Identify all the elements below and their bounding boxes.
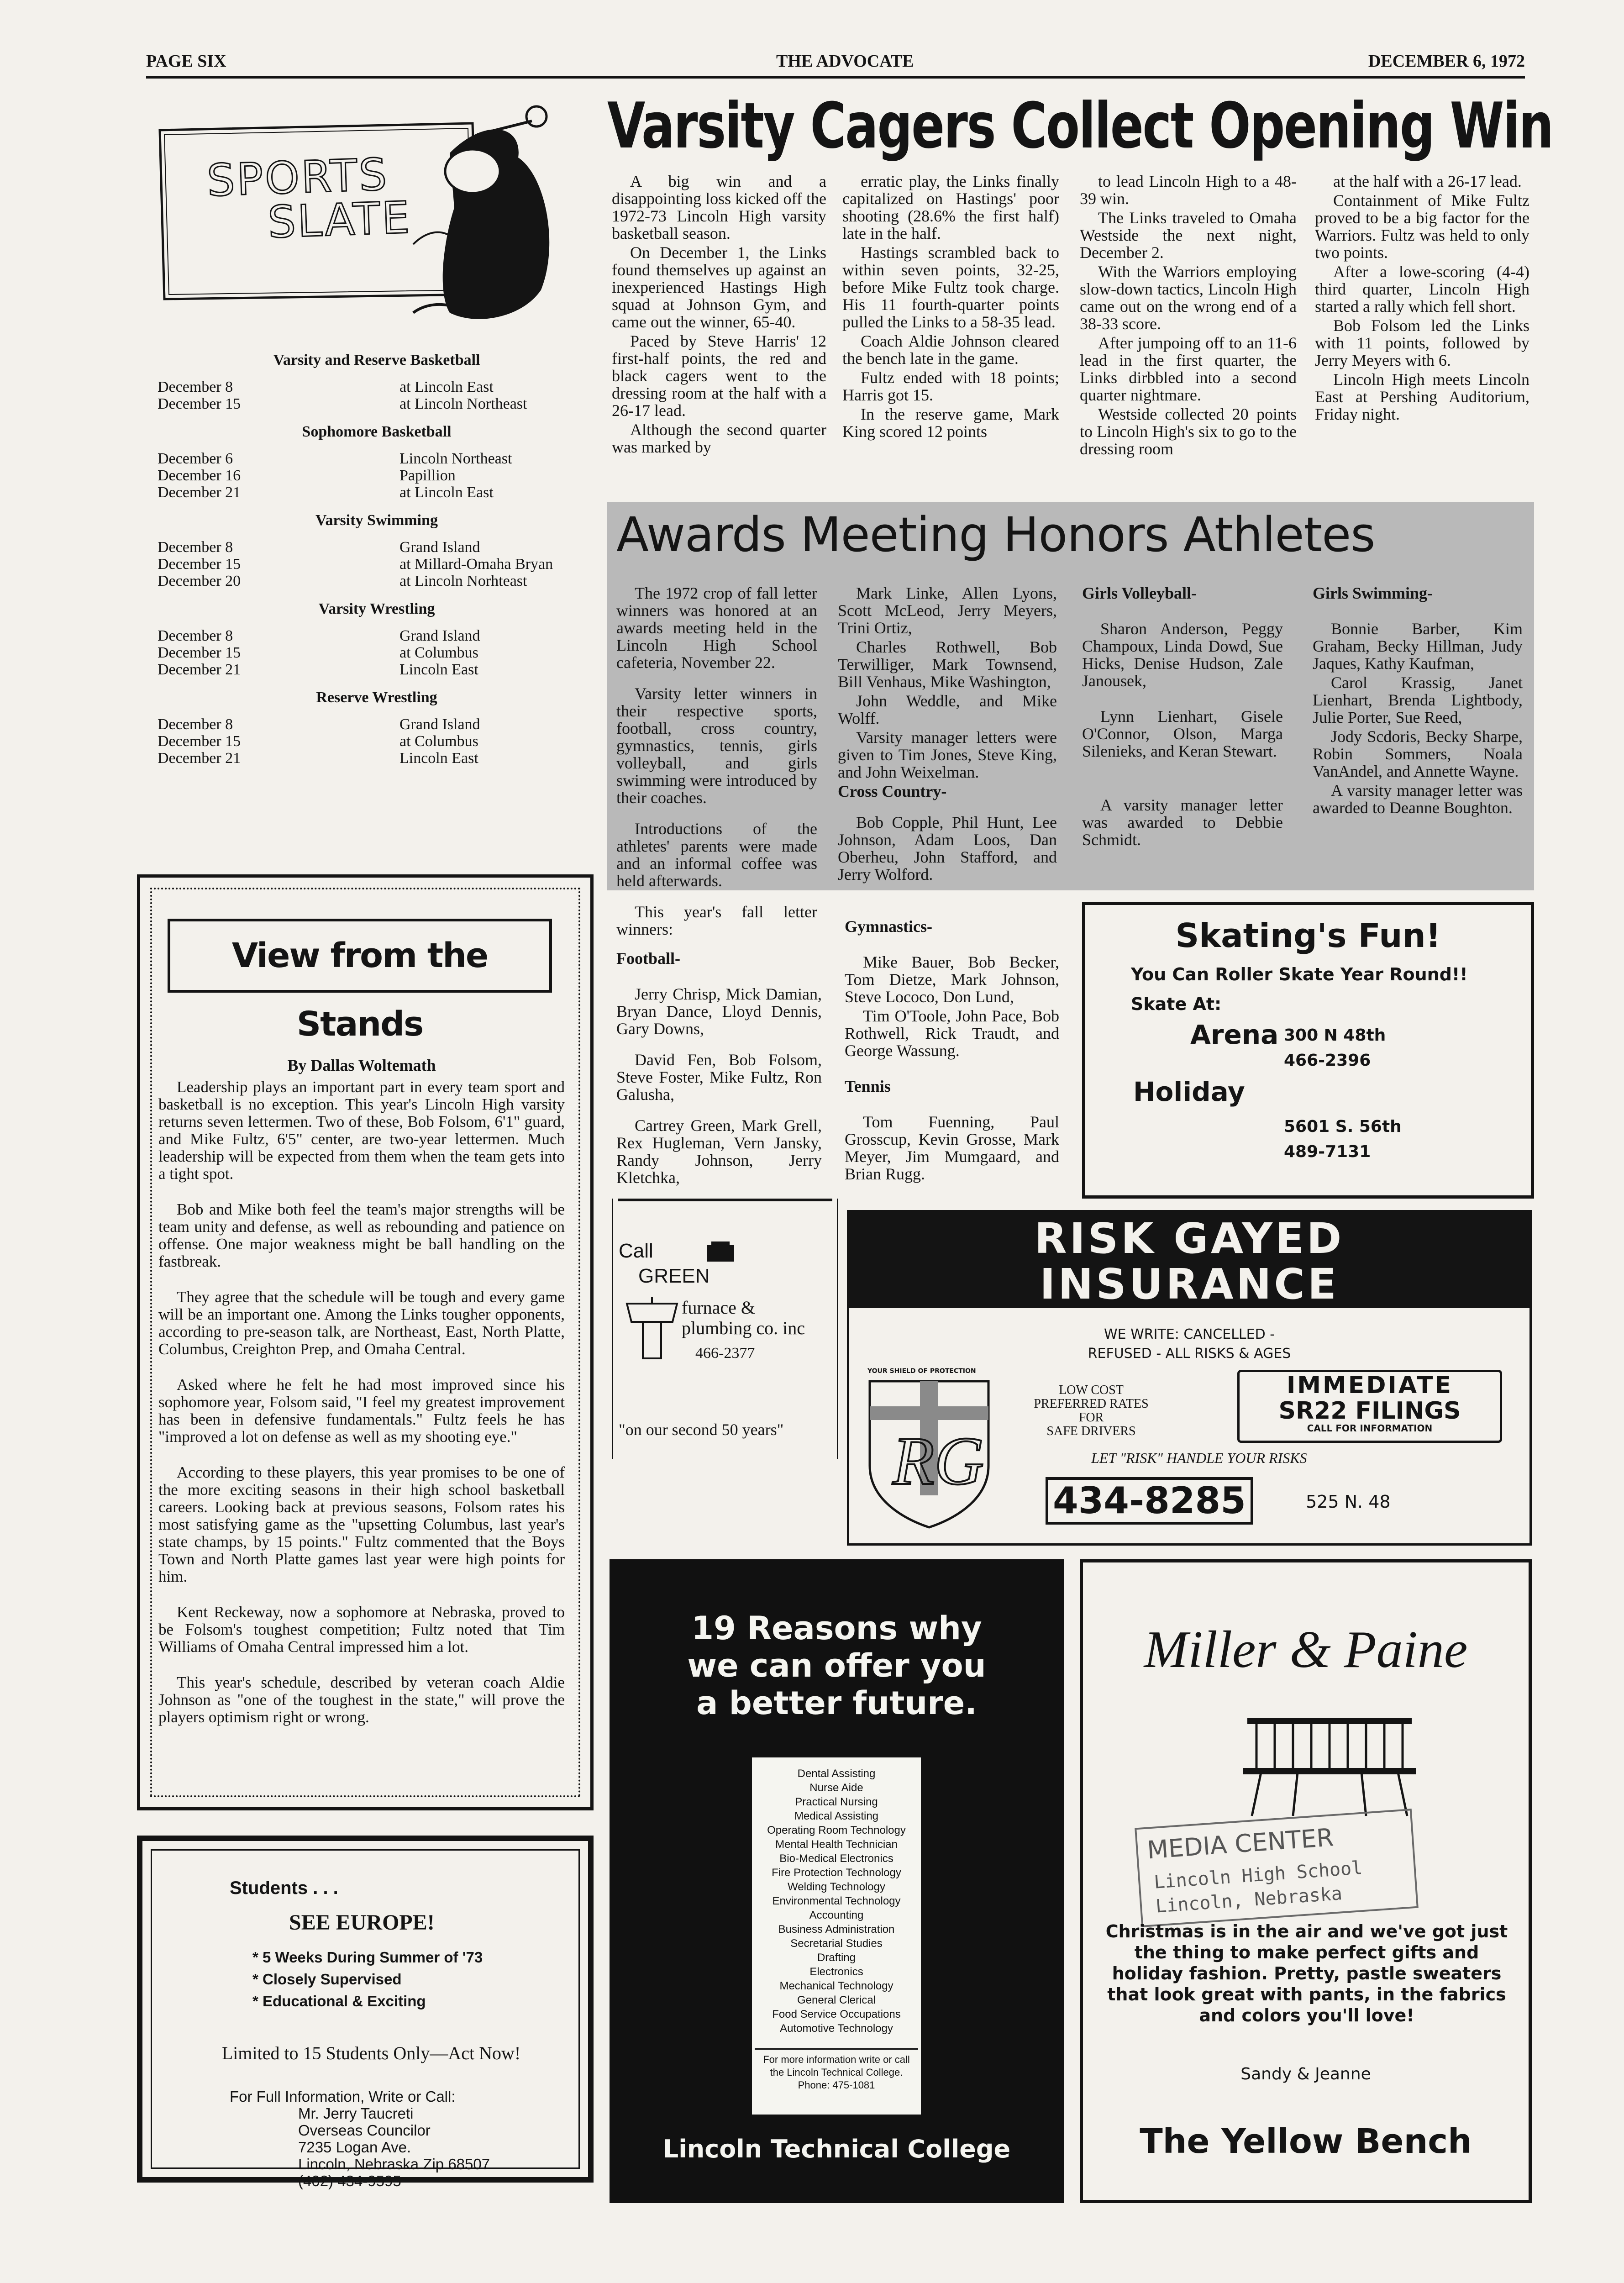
awards-paragraph: A varsity manager letter was awarded to Deanne Boughton.: [1313, 781, 1523, 817]
ltc-program: General Clerical: [797, 1994, 876, 2006]
slate-row: December 16 Papillion: [158, 467, 456, 484]
slate-row: December 8 Grand Island: [158, 716, 480, 733]
cagers-paragraph: After a lowe-scoring (4-4) third quarter, Lincoln High started a rally which fell short.: [1315, 263, 1529, 316]
cagers-column-2: [842, 173, 1059, 442]
ltc-program: Mechanical Technology: [779, 1980, 893, 1992]
issue-date: DECEMBER 6, 1972: [1368, 52, 1525, 71]
awards-paragraph: Tim O'Toole, John Pace, Bob Rothwell, Rick Traudt, and George Wassung.: [845, 1007, 1059, 1060]
skating-phone: 489-7131: [1284, 1142, 1371, 1161]
awards-football-column: [616, 950, 822, 1188]
awards-paragraph: Jerry Chrisp, Mick Damian, Bryan Dance, Lloyd Dennis, Gary Downs,: [616, 985, 822, 1038]
slate-word-2: SLATE: [267, 192, 412, 248]
cagers-paragraph: at the half with a 26-17 lead.: [1333, 172, 1522, 190]
cagers-paragraph: Hastings scrambled back to within seven points, 32-25, before Mike Fultz took charge. His 11 fourth-quarter points pulled the Links to a 58-35 lead.: [842, 243, 1059, 331]
green-line: furnace &: [682, 1297, 756, 1318]
awards-column-3: [1082, 584, 1283, 850]
europe-bullet: * Educational & Exciting: [252, 1993, 426, 2009]
slate-row: December 20 at Lincoln Norhteast: [158, 573, 527, 589]
bench-icon: [1243, 1713, 1416, 1818]
ltc-program: Practical Nursing: [795, 1796, 878, 1808]
awards-paragraph: Mark Linke, Allen Lyons, Scott McLeod, Jerry Meyers, Trini Ortiz,: [838, 584, 1057, 637]
awards-paragraph: A varsity manager letter was awarded to Debbie Schmidt.: [1082, 796, 1283, 849]
ltc-program: Welding Technology: [788, 1881, 885, 1893]
sink-icon: [622, 1294, 682, 1363]
sr22-immediate: IMMEDIATE: [1286, 1372, 1453, 1399]
slate-section-title: Varsity Wrestling: [318, 600, 435, 617]
ltc-programs-list: [752, 1757, 921, 2115]
miller-copy: Christmas is in the air and we've got just the thing to make perfect gifts and holiday fashion. Pretty, pastle sweaters that look great with pants, in the fabrics and colors you'll love!: [1105, 1921, 1508, 2025]
risk-low-cost: [1018, 1383, 1164, 1438]
slate-row: December 21 Lincoln East: [158, 661, 478, 678]
stands-paragraph: They agree that the schedule will be tough and every game will be an important one. Among the Links tougher opponents, according to pre-season talk, are Northeast, East, North Platte, Columbus, Creighton Prep, and Omaha Central.: [158, 1288, 565, 1358]
skating-line: Skate At:: [1131, 994, 1222, 1014]
slate-section-title: Varsity Swimming: [315, 512, 438, 529]
awards-paragraph: Mike Bauer, Bob Becker, Tom Dietze, Mark Johnson, Steve Lococo, Don Lund,: [845, 953, 1059, 1006]
cagers-paragraph: With the Warriors employing slow-down tactics, Lincoln High came out on the wrong end of a 38-33 score.: [1080, 263, 1297, 333]
awards-paragraph: Carol Krassig, Janet Lienhart, Brenda Lightbody, Julie Porter, Sue Reed,: [1313, 673, 1523, 726]
stands-paragraph: Asked where he felt he had most improved since his sophomore year, Folsom said, "I feel my greatest improvement has been in defensive fundamentals." Fultz feels he has "improved a lot on defense as well as my shooting eye.": [158, 1376, 565, 1446]
risk-address: 525 N. 48: [1306, 1492, 1391, 1512]
ltc-headline-line: 19 Reasons why: [691, 1610, 982, 1647]
skating-address: 300 N 48th: [1284, 1026, 1386, 1045]
miller-sign: Sandy & Jeanne: [1240, 2065, 1371, 2083]
cagers-paragraph: After jumpoing off to an 11-6 lead in the first quarter, the Links dirbbled into a second quarter nightmare.: [1080, 334, 1297, 404]
awards-paragraph: David Fen, Bob Folsom, Steve Foster, Mike Fultz, Ron Galusha,: [616, 1051, 822, 1104]
awards-gym-tennis-column: [845, 918, 1059, 1184]
skating-rink-name: Holiday: [1133, 1076, 1245, 1107]
miller-paine-logo: Miller & Paine: [1144, 1620, 1468, 1679]
cagers-paragraph: In the reserve game, Mark King scored 12 points: [842, 405, 1059, 441]
stamp-line: MEDIA CENTER: [1146, 1823, 1335, 1865]
europe-contact-line: Mr. Jerry Taucreti: [298, 2105, 414, 2122]
awards-sport-heading: Girls Volleyball-: [1082, 584, 1197, 602]
masthead-rule: [146, 76, 1525, 79]
ltc-name: Lincoln Technical College: [662, 2135, 1011, 2163]
europe-title: SEE EUROPE!: [289, 1910, 435, 1935]
europe-contact-line: Lincoln, Nebraska Zip 68507: [298, 2156, 490, 2173]
cagers-column-1: [612, 173, 826, 458]
slate-row: December 21 at Lincoln East: [158, 484, 494, 501]
stands-paragraph: According to these players, this year promises to be one of the more exciting seasons in their high school basketball careers. Looking back at previous seasons, Folsom rates his most satisfying game as the "upsetting Columbus, last year's state champs, by 15 points." Fultz commented that the Boys Town and North Platte games last year were high points for him.: [158, 1463, 565, 1585]
stands-body: [158, 1078, 565, 1744]
sports-slate-schedule: [158, 352, 596, 767]
europe-contact-line: 7235 Logan Ave.: [298, 2139, 411, 2156]
awards-column-4: [1313, 584, 1523, 818]
slate-row: December 15 at Columbus: [158, 733, 478, 750]
ltc-program: Nurse Aide: [809, 1782, 863, 1794]
newspaper-name: THE ADVOCATE: [776, 52, 914, 71]
sr22-call: CALL FOR INFORMATION: [1307, 1423, 1433, 1434]
cagers-paragraph: Although the second quarter was marked by: [612, 421, 826, 456]
cagers-paragraph: Bob Folsom led the Links with 11 points, followed by Jerry Meyers with 6.: [1315, 316, 1529, 369]
ltc-program: Accounting: [809, 1909, 864, 1921]
ltc-program: Fire Protection Technology: [772, 1867, 901, 1879]
europe-lead: Students . . .: [230, 1878, 338, 1898]
europe-contact-line: For Full Information, Write or Call:: [230, 2088, 456, 2105]
europe-bullet: * Closely Supervised: [252, 1971, 402, 1988]
awards-paragraph: Bob Copple, Phil Hunt, Lee Johnson, Adam Loos, Dan Oberheu, John Stafford, and Jerry Wolford.: [838, 813, 1057, 884]
awards-sport-heading: Football-: [616, 949, 680, 968]
ltc-program: Automotive Technology: [780, 2022, 893, 2035]
green-line: plumbing co. inc: [682, 1318, 805, 1338]
awards-paragraph: Lynn Lienhart, Gisele O'Connor, Olson, Marga Silenieks, and Keran Stewart.: [1082, 707, 1283, 760]
cagers-paragraph: Fultz ended with 18 points; Harris got 15.: [842, 368, 1059, 404]
ltc-program: Dental Assisting: [797, 1767, 876, 1780]
ltc-program: Medical Assisting: [794, 1810, 879, 1822]
cagers-paragraph: Lincoln High meets Lincoln East at Pershing Auditorium, Friday night.: [1315, 370, 1529, 423]
europe-contact-line: Overseas Councilor: [298, 2122, 431, 2139]
ltc-program: Mental Health Technician: [775, 1838, 898, 1851]
awards-sport-heading: Gymnastics-: [845, 917, 932, 936]
risk-slogan: LET "RISK" HANDLE YOUR RISKS: [1091, 1450, 1307, 1466]
awards-paragraph: Bonnie Barber, Kim Graham, Becky Hillman, Judy Jaques, Kathy Kaufman,: [1313, 620, 1523, 673]
miller-paine-ad: [1080, 1559, 1532, 2203]
sr22-filings: SR22 FILINGS: [1278, 1397, 1461, 1425]
awards-sport-heading: Tennis: [845, 1077, 891, 1095]
slate-section-title: Varsity and Reserve Basketball: [273, 352, 480, 368]
page-number: PAGE SIX: [146, 52, 226, 71]
risk-low-line: PREFERRED RATES: [1034, 1397, 1149, 1411]
skating-title: Skating's Fun!: [1175, 916, 1441, 955]
ltc-program: Food Service Occupations: [772, 2008, 901, 2020]
slate-row: December 21 Lincoln East: [158, 750, 478, 767]
risk-name-1: RISK GAYED: [1034, 1214, 1345, 1263]
ltc-program: Operating Room Technology: [767, 1824, 906, 1836]
stands-paragraph: Kent Reckeway, now a sophomore at Nebraska, proved to be Folsom's toughest competition; Fultz noted that Tim Williams of Omaha Central impressed him a lot.: [158, 1603, 565, 1656]
slate-section-title: Sophomore Basketball: [302, 423, 452, 440]
stands-byline: By Dallas Woltemath: [287, 1056, 436, 1074]
ltc-program: Bio-Medical Electronics: [779, 1852, 893, 1865]
awards-paragraph: Tom Fuenning, Paul Grosscup, Kevin Grosse, Mark Meyer, Jim Mumgaard, and Brian Rugg.: [845, 1113, 1059, 1183]
lincoln-technical-college-ad: [610, 1559, 1064, 2203]
ltc-program: Drafting: [817, 1952, 856, 1964]
green-tagline: "on our second 50 years": [619, 1420, 784, 1439]
masthead: [146, 51, 1525, 75]
risk-low-line: LOW COST: [1059, 1383, 1124, 1397]
shield-icon: [867, 1379, 991, 1530]
slate-row: December 8 Grand Island: [158, 627, 480, 644]
awards-paragraph: Jody Scdoris, Becky Sharpe, Robin Sommers, Noala VanAndel, and Annette Wayne.: [1313, 727, 1523, 780]
skating-line: You Can Roller Skate Year Round!!: [1131, 964, 1468, 984]
stands-paragraph: Bob and Mike both feel the team's major strengths will be team unity and defense, as well as rebounding and patience on offense. One major weakness might be ball handling on the fastbreak.: [158, 1200, 565, 1270]
risk-phone: 434-8285: [1046, 1477, 1253, 1525]
europe-bullet: * 5 Weeks During Summer of '73: [252, 1949, 483, 1966]
awards-paragraph: The 1972 crop of fall letter winners was honored at an awards meeting held in the Lincoln High School cafeteria, November 22.: [616, 584, 817, 672]
cagers-paragraph: A big win and a disappointing loss kicked off the 1972-73 Lincoln High varsity basketball season.: [612, 172, 826, 242]
risk-gayed-insurance-ad: [847, 1210, 1532, 1546]
risk-low-line: SAFE DRIVERS: [1046, 1424, 1136, 1438]
stands-title: View from the Stands: [168, 919, 552, 993]
cagers-column-4: [1315, 173, 1529, 425]
awards-paragraph: Varsity letter winners in their respective sports, football, cross country, gymnastics, tennis, girls volleyball, and girls swimming were introduced by their coaches.: [616, 684, 817, 807]
awards-column-2: [838, 584, 1057, 885]
skating-phone: 466-2396: [1284, 1051, 1371, 1070]
green-phone: 466-2377: [695, 1345, 755, 1362]
yellow-bench-name: The Yellow Bench: [1140, 2122, 1472, 2161]
awards-paragraph: Introductions of the athletes' parents were made and an informal coffee was held afterwards.: [616, 820, 817, 890]
slate-row: December 15 at Columbus: [158, 644, 478, 661]
europe-contact: [230, 2088, 490, 2189]
ltc-headline-line: a better future.: [696, 1684, 977, 1722]
slate-word-1: SPORTS: [206, 148, 389, 206]
ltc-program: Business Administration: [778, 1923, 895, 1936]
svg-text:RG: RG: [893, 1423, 984, 1499]
cagers-paragraph: erratic play, the Links finally capitalized on Hastings' poor shooting (28.6% the first half) late in the half.: [842, 172, 1059, 242]
awards-paragraph: This year's fall letter winners:: [616, 903, 817, 938]
europe-limit: Limited to 15 Students Only—Act Now!: [221, 2043, 521, 2063]
awards-paragraph: Varsity manager letters were given to Tim Jones, Steve King, and John Weixelman.: [838, 728, 1057, 781]
slate-row: December 15 at Millard-Omaha Bryan: [158, 556, 553, 573]
awards-paragraph: Cartrey Green, Mark Grell, Rex Hugleman, Vern Jansky, Randy Johnson, Jerry Kletchka,: [616, 1116, 822, 1187]
slate-row: December 6 Lincoln Northeast: [158, 450, 512, 467]
sports-slate-logo: [158, 98, 578, 331]
ltc-program: Electronics: [809, 1966, 863, 1978]
awards-paragraph: Sharon Anderson, Peggy Champoux, Linda Dowd, Sue Hicks, Denise Hudson, Zale Janousek,: [1082, 620, 1283, 690]
skating-address: 5601 S. 56th: [1284, 1117, 1402, 1136]
cagers-paragraph: Westside collected 20 points to Lincoln High's six to go to the dressing room: [1080, 405, 1297, 458]
europe-contact-line: (402) 434-9595: [298, 2173, 401, 2189]
cagers-paragraph: Paced by Steve Harris' 12 first-half points, the red and black cagers went to the dressing room at the half with a 26-17 lead.: [612, 332, 826, 420]
sr22-badge: [1237, 1370, 1502, 1443]
risk-write: WE WRITE: CANCELLED -: [1104, 1326, 1275, 1342]
green-furnace-ad: [612, 1199, 838, 1459]
see-europe-ad: [137, 1836, 594, 2189]
risk-name-2: INSURANCE: [1040, 1260, 1339, 1309]
risk-low-line: FOR: [1078, 1410, 1104, 1425]
cagers-paragraph: Coach Aldie Johnson cleared the bench late in the game.: [842, 332, 1059, 368]
cagers-paragraph: On December 1, the Links found themselves up against an inexperienced Hastings High squad at Johnson Gym, and came out the winner, 65-40.: [612, 243, 826, 331]
stamp-line: Lincoln High School: [1153, 1857, 1363, 1893]
slate-row: December 15 at Lincoln Northeast: [158, 395, 527, 412]
cagers-paragraph: The Links traveled to Omaha Westside the next night, December 2.: [1080, 209, 1297, 262]
awards-sport-heading: Cross Country-: [838, 782, 947, 800]
stands-paragraph: Leadership plays an important part in every team sport and basketball is no exception. This year's Lincoln High varsity returns seven lettermen. Two of these, Bob Folsom, 6'1" guard, and Mike Fultz, 6'5" center, are two-year lettermen. Much leadership will be expected from them when the team gets into a tight spot.: [158, 1078, 565, 1183]
stamp-line: Lincoln, Nebraska: [1155, 1883, 1343, 1917]
slate-section-title: Reserve Wrestling: [316, 689, 437, 706]
awards-column-1: [616, 584, 817, 940]
cagers-column-3: [1080, 173, 1297, 459]
risk-refused: REFUSED - ALL RISKS & AGES: [1088, 1346, 1291, 1362]
media-center-stamp: [1135, 1809, 1419, 1927]
skating-rink-name: Arena: [1190, 1019, 1279, 1050]
green-name: GREEN: [638, 1265, 710, 1287]
slate-row: December 8 Grand Island: [158, 539, 480, 556]
awards-sport-heading: Girls Swimming-: [1313, 584, 1433, 602]
cagers-headline: Varsity Cagers Collect Opening Win: [607, 89, 1553, 163]
stands-paragraph: This year's schedule, described by veteran coach Aldie Johnson as "one of the toughest in the state," will prove the players optimism right or wrong.: [158, 1673, 565, 1726]
skating-ad: [1082, 902, 1534, 1199]
ltc-headline: [610, 1610, 1064, 1722]
cagers-paragraph: Containment of Mike Fultz proved to be a big factor for the Warriors. Fultz was held to only two points.: [1315, 191, 1529, 262]
awards-paragraph: John Weddle, and Mike Wolff.: [838, 692, 1057, 727]
awards-paragraph: Charles Rothwell, Bob Terwilliger, Mark Townsend, Bill Venhaus, Mike Washington,: [838, 638, 1057, 691]
ltc-program: Environmental Technology: [772, 1895, 901, 1907]
ltc-info: For more information write or call the Lincoln Technical College. Phone: 475-1081: [755, 2048, 918, 2092]
cagers-paragraph: to lead Lincoln High to a 48-39 win.: [1080, 172, 1297, 208]
slate-row: December 8 at Lincoln East: [158, 379, 494, 395]
risk-shield-label: YOUR SHIELD OF PROTECTION: [867, 1368, 976, 1375]
awards-title: Awards Meeting Honors Athletes: [616, 507, 1375, 563]
view-from-stands-column: [137, 874, 594, 1810]
green-call: Call: [619, 1240, 653, 1262]
ltc-program: Secretarial Studies: [790, 1937, 883, 1950]
europe-bullets: [252, 1946, 483, 2012]
ltc-headline-line: we can offer you: [687, 1647, 986, 1684]
telephone-icon: [704, 1241, 736, 1263]
